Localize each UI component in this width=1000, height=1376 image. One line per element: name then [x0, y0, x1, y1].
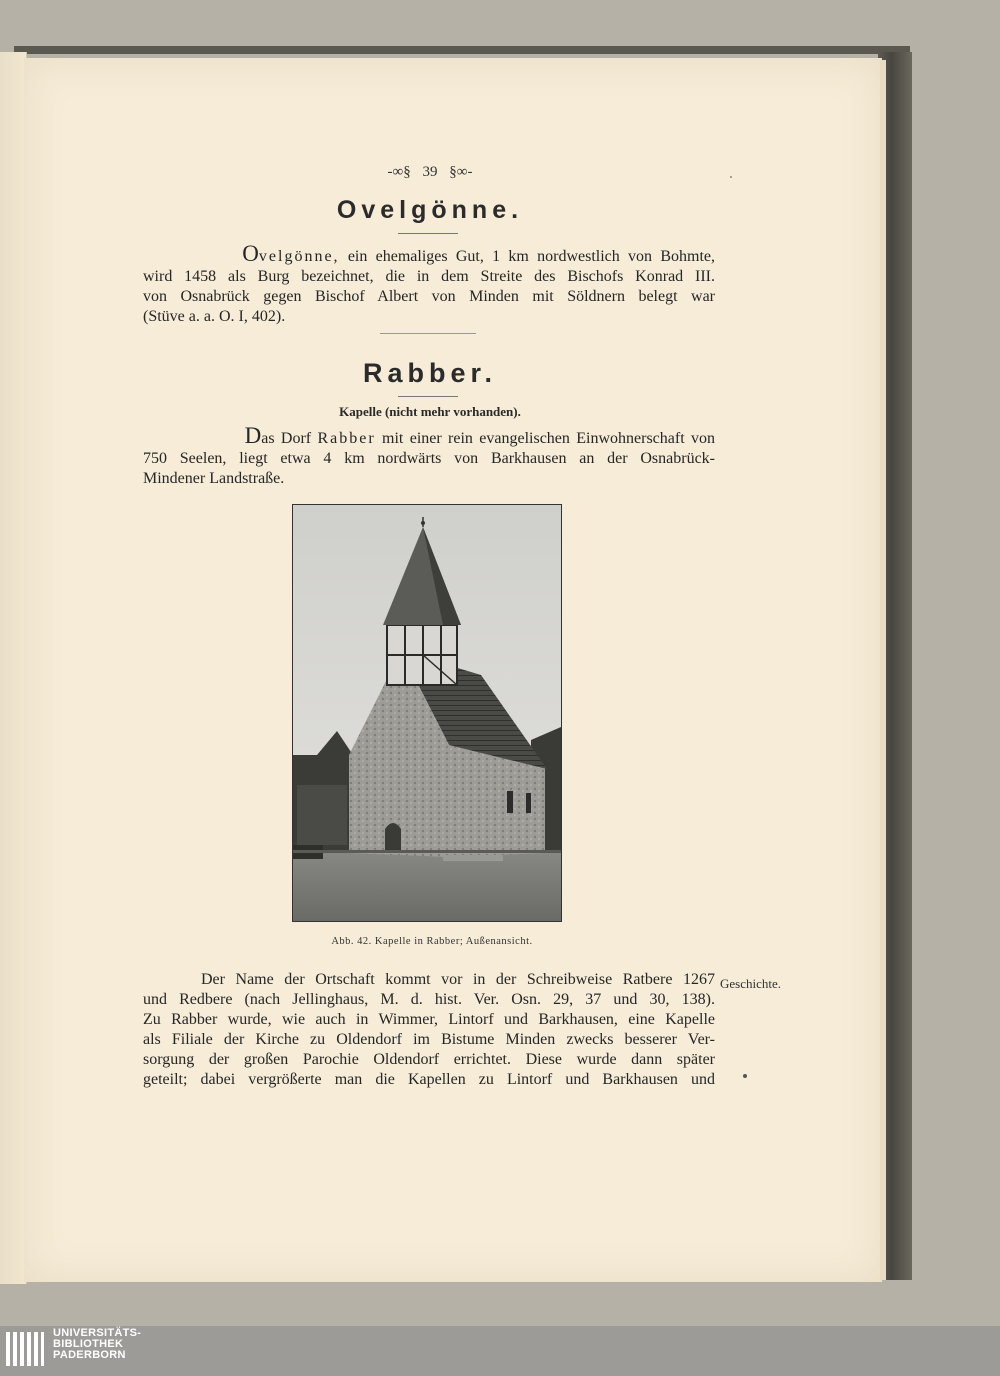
library-logo-icon [6, 1332, 46, 1372]
spaced-name: Rabber [317, 430, 376, 447]
section-divider [380, 333, 476, 334]
library-name-line: BIBLIOTHEK [53, 1338, 124, 1350]
text-span: mit einer rein evangelischen Einwohnerschaft von [375, 430, 716, 447]
facing-page-edge [0, 52, 27, 1284]
paragraph-history [143, 970, 715, 1090]
margin-note: Geschichte. [720, 976, 782, 991]
text-line: sorgung der großen Parochie Oldendorf errichtet. Diese wurde dann später [143, 1051, 715, 1068]
book-cover-top [14, 46, 910, 54]
ornament-left: -∞§ [387, 164, 411, 180]
text-line-rest: ein ehemaliges Gut, 1 km nordwestlich von Bohmte, [339, 248, 715, 265]
title-rule [398, 396, 458, 397]
text-span: as Dorf [261, 430, 318, 447]
text-line: und Redbere (nach Jellinghaus, M. d. hist. Ver. Osn. 29, 37 und 30, 138). [143, 991, 715, 1008]
chapel-illustration [293, 505, 561, 921]
library-name-line: PADERBORN [53, 1349, 126, 1361]
text-line: Mindener Landstraße. [143, 470, 285, 487]
text-line: Der Name der Ortschaft kommt vor in der Schreibweise Ratbere 1267 [201, 971, 715, 988]
library-name-line: UNIVERSITÄTS- [53, 1327, 142, 1339]
page-number [370, 164, 490, 181]
drop-cap: D [244, 423, 262, 448]
margin-dot [743, 1074, 747, 1078]
text-line: von Osnabrück gegen Bischof Albert von Minden mit Söldnern belegt war [143, 288, 715, 305]
section-title-ovelgoenne: Ovelgönne. [336, 196, 524, 224]
lead-word: velgönne, [258, 248, 340, 265]
drop-cap: O [242, 241, 259, 266]
paragraph-ovelgoenne [143, 241, 715, 327]
text-line: 750 Seelen, liegt etwa 4 km nordwärts von Barkhausen an der Osnabrück- [143, 450, 715, 467]
text-line: als Filiale der Kirche zu Oldendorf im Bistume Minden zwecks besserer Ver- [143, 1031, 715, 1048]
chapel-photo [292, 504, 562, 922]
text-line: (Stüve a. a. O. I, 402). [143, 308, 286, 325]
page-stack-edge [880, 60, 886, 1280]
text-line: geteilt; dabei vergrößerte man die Kapellen zu Lintorf und Barkhausen und [143, 1071, 715, 1088]
figure-caption: Abb. 42. Kapelle in Rabber; Außenansicht. [331, 936, 533, 947]
text-line [143, 241, 715, 267]
title-rule [398, 233, 458, 234]
section-subtitle: Kapelle (nicht mehr vorhanden). [339, 404, 521, 419]
speck [730, 176, 732, 178]
text-line: wird 1458 als Burg bezeichnet, die in dem Streite des Bischofs Konrad III. [143, 268, 715, 285]
text-line: Zu Rabber wurde, wie auch in Wimmer, Lintorf und Barkhausen, eine Kapelle [143, 1011, 715, 1028]
ornament-right: §∞- [449, 164, 473, 180]
page-number-value: 39 [422, 164, 438, 180]
paragraph-rabber [143, 423, 716, 489]
library-name [53, 1328, 141, 1361]
text-line [143, 423, 716, 449]
section-title-rabber: Rabber. [362, 358, 498, 388]
library-footer [0, 1326, 1000, 1376]
